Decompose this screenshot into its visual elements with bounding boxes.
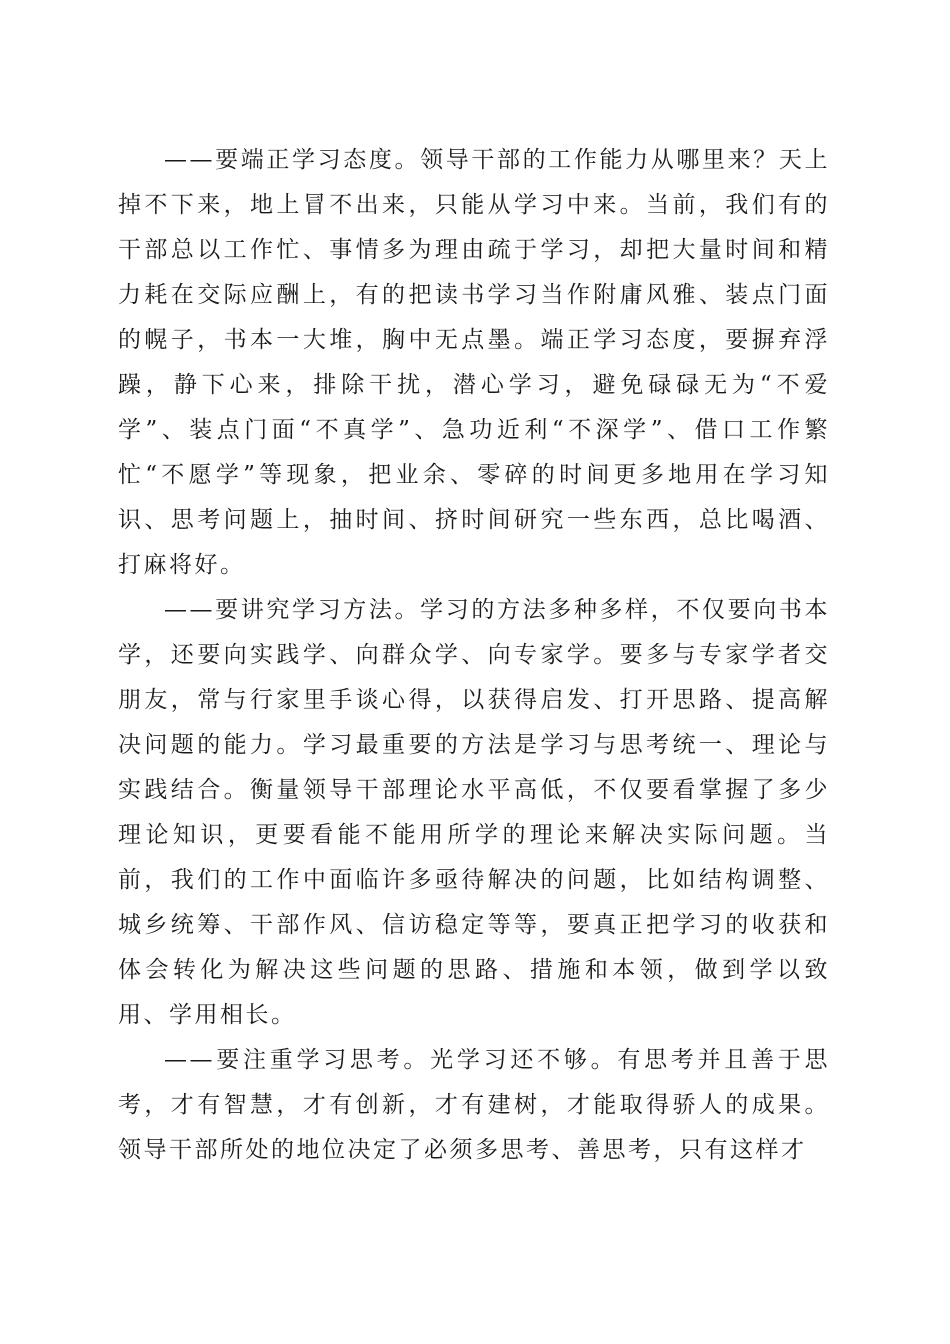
paragraph-study-attitude: ——要端正学习态度。领导干部的工作能力从哪里来？天上掉不下来，地上冒不出来，只能从学习中来。当前，我们有的干部总以工作忙、事情多为理由疏于学习，却把大量时间和精力耗在交际应酬上，有的把读书学习当作附庸风雅、装点门面的幌子，书本一大堆，胸中无点墨。端正学习态度，要摒弃浮躁，静下心来，排除干扰，潜心学习，避免碌碌无为“不爱学”、装点门面“不真学”、急功近利“不深学”、借口工作繁忙“不愿学”等现象，把业余、零碎的时间更多地用在学习知识、思考问题上，抽时间、挤时间研究一些东西，总比喝酒、打麻将好。 bbox=[118, 147, 830, 578]
paragraph-study-thinking: ——要注重学习思考。光学习还不够。有思考并且善于思考，才有智慧，才有创新，才有建树，才能取得骄人的成果。领导干部所处的地位决定了必须多思考、善思考，只有这样才 bbox=[118, 1047, 830, 1163]
paragraph-study-method: ——要讲究学习方法。学习的方法多种多样，不仅要向书本学，还要向实践学、向群众学、向专家学。要多与专家学者交朋友，常与行家里手谈心得，以获得启发、打开思路、提高解决问题的能力。学习最重要的方法是学习与思考统一、理论与实践结合。衡量领导干部理论水平高低，不仅要看掌握了多少理论知识，更要看能不能用所学的理论来解决实际问题。当前，我们的工作中面临许多亟待解决的问题，比如结构调整、城乡统筹、干部作风、信访稳定等等，要真正把学习的收获和体会转化为解决这些问题的思路、措施和本领，做到学以致用、学用相长。 bbox=[118, 597, 830, 1028]
document-body bbox=[118, 138, 830, 1173]
